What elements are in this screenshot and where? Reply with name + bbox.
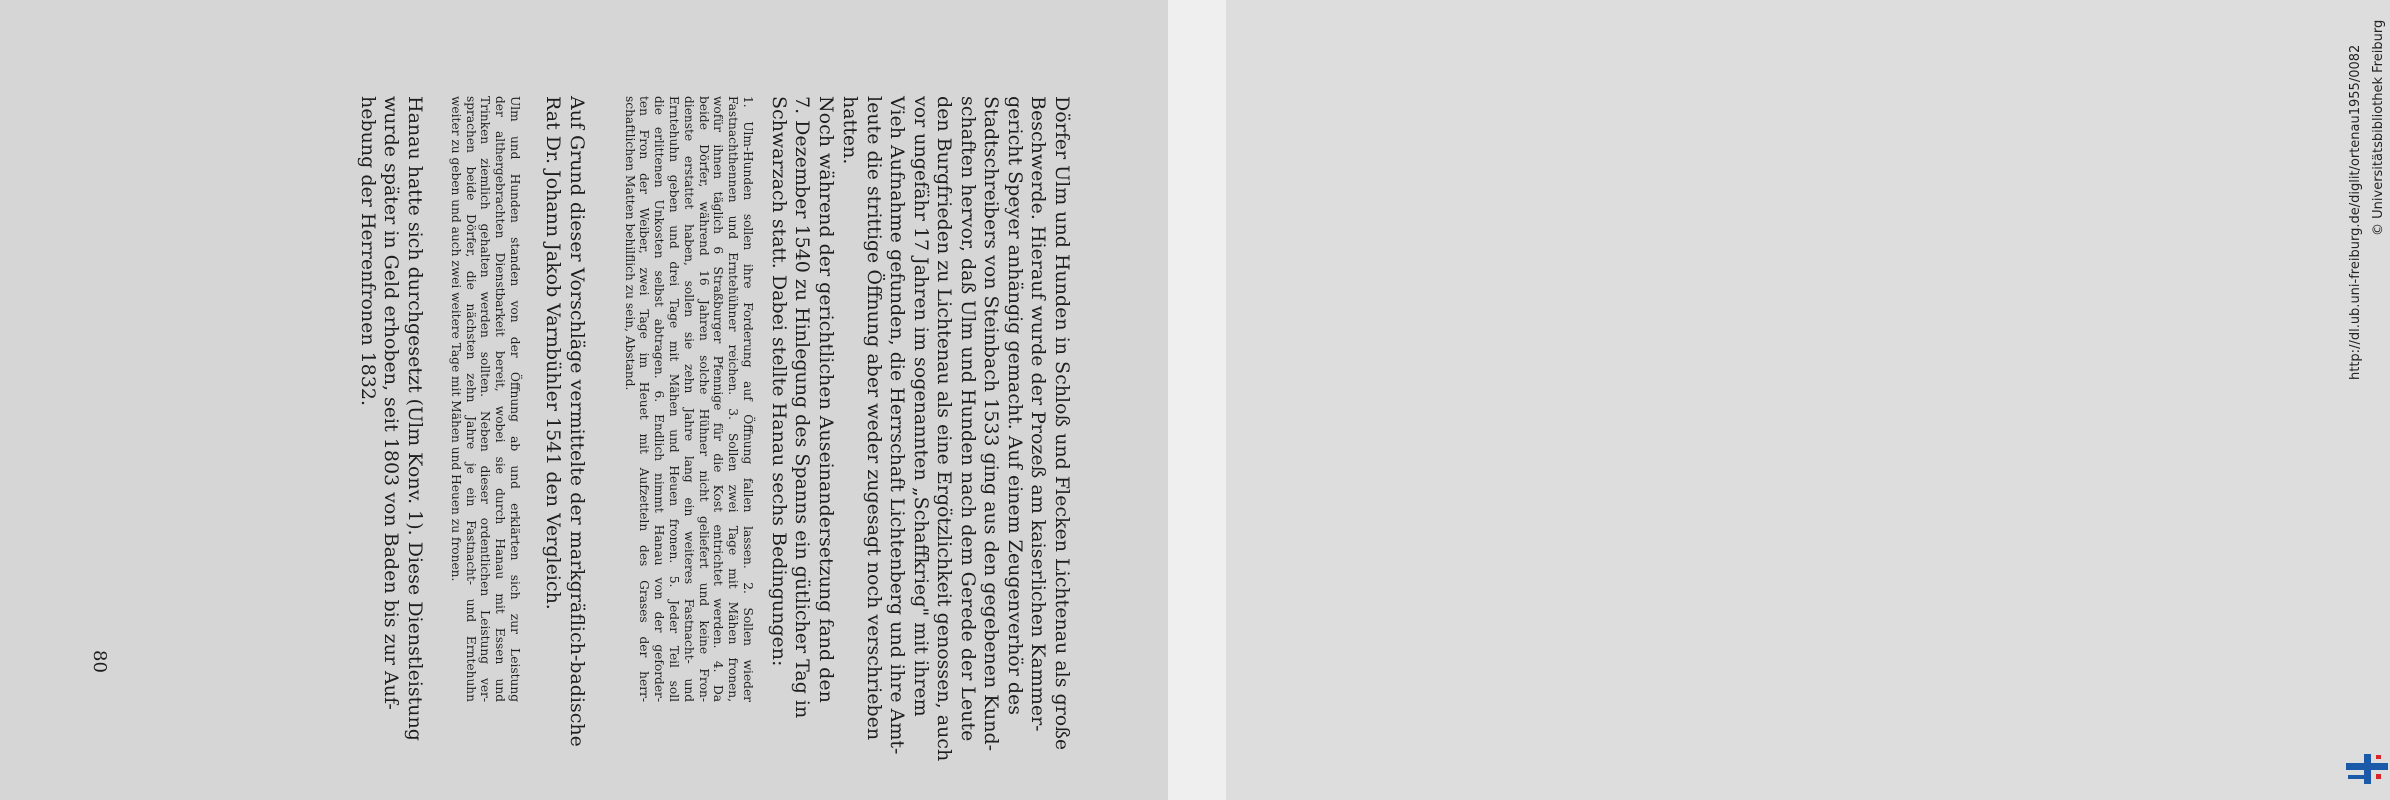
paragraph-4	[356, 96, 427, 741]
text-line: die erlittenen Unkosten selbst abtragen. 6. Endlich nimmt Hanau von der geforder-	[652, 96, 667, 702]
text-line: Fastnachthennen und Erntehühner reichen. 3. Sollen zwei Tage mit Mähen fronen,	[726, 96, 741, 702]
text-line: Stadtschreibers von Steinbach 1533 ging aus den gegebenen Kund-	[980, 96, 1003, 752]
text-line: weiter zu geben und auch zwei weitere Tage mit Mähen und Heuen zu fronen.	[448, 96, 463, 582]
paragraph-3	[541, 96, 588, 747]
ub-freiburg-logo	[2346, 748, 2390, 784]
text-line: wurde später in Geld erhoben, seit 1803 von Baden bis zur Auf-	[380, 96, 403, 710]
text-line: Auf Grund dieser Vorschläge vermittelte der markgräflich-badische	[566, 96, 588, 747]
source-url-link[interactable]: http://dl.ub.uni-freiburg.de/diglit/ortenau1955/0082	[2348, 44, 2363, 380]
text-line: schaften hervor, daß Ulm und Hunden nach dem Gerede der Leute	[957, 96, 979, 742]
text-line: dienste erstattet haben, sollen sie zehn Jahre lang ein weiteres Fastnacht- und	[681, 96, 696, 702]
text-line: wofür ihnen täglich 6 Straßburger Pfennige für die Kost entrichtet werden. 4. Da	[711, 96, 726, 702]
text-line: Noch während der gerichtlichen Auseinandersetzung fand den	[815, 96, 837, 703]
text-line: beide Dörfer, während 16 Jahren solche Hühner nicht geliefert und keine Fron-	[696, 96, 711, 702]
text-line: Hanau hatte sich durchgesetzt (Ulm Konv. 1). Diese Dienstleistung	[404, 96, 426, 741]
text-line: hatten.	[839, 96, 862, 165]
text-line: Schwarzach statt. Dabei stellte Hanau sechs Bedingungen:	[768, 96, 790, 667]
text-line: schaftlichen Matten behilflich zu sein, Abstand.	[622, 96, 637, 391]
text-line: 1. Ulm-Hunden sollen ihre Forderung auf Öffnung fallen lassen. 2. Sollen wieder	[741, 96, 755, 702]
text-line: Dörfer Ulm und Hunden in Schloß und Flecken Lichtenau als große	[1051, 96, 1073, 751]
text-line: vor ungefähr 17 Jahren im sogenannten „Schaffkrieg" mit ihrem	[910, 96, 932, 717]
text-line: Ulm und Hunden standen von der Öffnung ab und erklärten sich zur Leistung	[508, 96, 522, 702]
text-line: ten Fron der Weiber, zwei Tage im Heuet mit Aufzetteln des Grases der herr-	[637, 96, 652, 702]
text-line: hebung der Herrenfronen 1832.	[357, 96, 379, 407]
text-line: Vieh Aufnahme gefunden, die Herrschaft Lichtenberg und ihre Amt-	[886, 96, 909, 755]
text-line: sprachen beide Dörfer, die nächsten zehn Jahre je ein Fastnacht- und Erntehuhn	[463, 96, 478, 702]
text-line: 7. Dezember 1540 zu Hinlegung des Spanns ein gütlicher Tag in	[791, 96, 814, 719]
text-line: Trinken ziemlich gehalten werden sollten. Neben dieser ordentlichen Leistung ver-	[478, 96, 493, 702]
library-sidebar	[1168, 0, 2386, 800]
copyright-notice: © Universitätsbibliothek Freiburg	[2371, 19, 2386, 236]
text-line: der althergebrachten Dienstbarkeit bereit, wobei sie durch Hanau mit Essen und	[493, 96, 508, 702]
text-line: Erntehuhn geben und drei Tage mit Mähen und Heuen fronen. 5. Jeder Teil soll	[667, 96, 682, 702]
page-number: 80	[89, 650, 110, 673]
scanned-page	[0, 0, 1168, 800]
text-line: Beschwerde. Hierauf wurde der Prozeß am kaiserlichen Kammer-	[1027, 96, 1050, 732]
paragraph-2	[767, 96, 838, 719]
text-line: Rat Dr. Johann Jakob Varnbühler 1541 den Vergleich.	[542, 96, 565, 610]
rotated-page-content	[0, 0, 1168, 800]
paragraph-1	[838, 96, 1073, 762]
footnote-conditions	[622, 96, 755, 702]
text-line: leute die strittige Öffnung aber weder zugesagt noch verschrieben	[863, 96, 885, 741]
text-line: den Burgfrieden zu Lichtenau als eine Ergötzlichkeit genossen, auch	[933, 96, 956, 762]
text-line: gericht Speyer anhängig gemacht. Auf einem Zeugenverhör des	[1004, 96, 1026, 716]
footnote-settlement	[448, 96, 522, 702]
